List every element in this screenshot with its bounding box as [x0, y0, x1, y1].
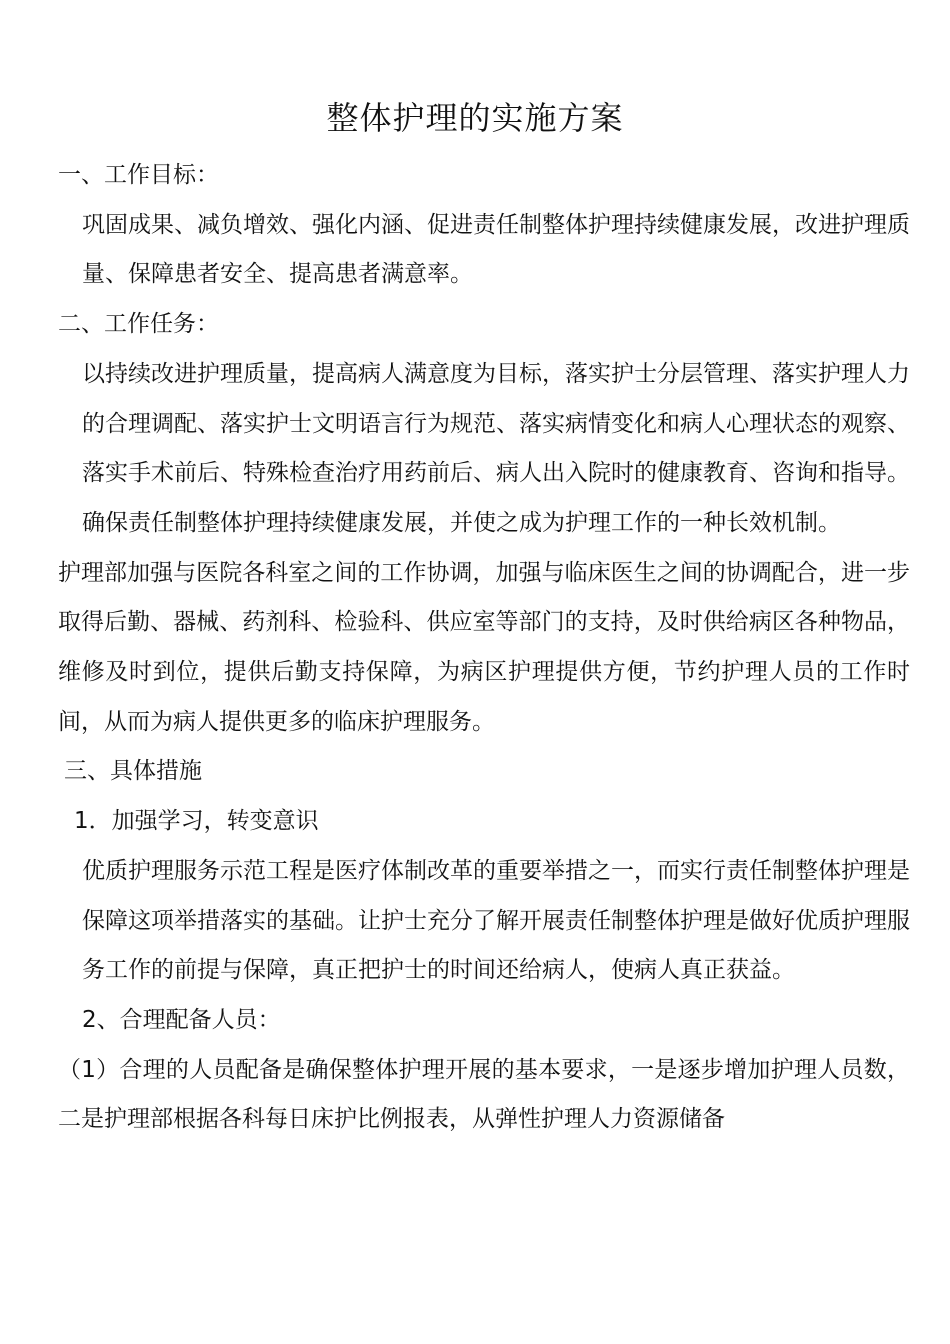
subheading-staffing: 2、合理配备人员：	[82, 1006, 281, 1033]
section-heading-measures: 三、具体措施	[64, 758, 202, 785]
document-body	[58, 151, 910, 1145]
paragraph-tasks: 以持续改进护理质量，提高病人满意度为目标，落实护士分层管理、落实护理人力的合理调配、落实护士文明语言行为规范、落实病情变化和病人心理状态的观察、落实手术前后、特殊检查治疗用药前后、病人出入院时的健康教育、咨询和指导。确保责任制整体护理持续健康发展，并使之成为护理工作的一种长效机制。	[82, 360, 910, 536]
paragraph-learning: 优质护理服务示范工程是医疗体制改革的重要举措之一，而实行责任制整体护理是保障这项举措落实的基础。让护士充分了解开展责任制整体护理是做好优质护理服务工作的前提与保障，真正把护士的时间还给病人，使病人真正获益。	[82, 857, 910, 984]
section-heading-goals: 一、工作目标：	[58, 162, 219, 188]
paragraph-staffing: （1）合理的人员配备是确保整体护理开展的基本要求，一是逐步增加护理人员数，二是护理部根据各科每日床护比例报表，从弹性护理人力资源储备	[58, 1056, 910, 1133]
subheading-learning: 1．加强学习，转变意识	[74, 808, 319, 835]
paragraph-goals: 巩固成果、减负增效、强化内涵、促进责任制整体护理持续健康发展，改进护理质量、保障患者安全、提高患者满意率。	[82, 211, 910, 288]
section-heading-tasks: 二、工作任务：	[58, 311, 219, 338]
document-title: 整体护理的实施方案	[326, 99, 624, 137]
paragraph-coordination: 护理部加强与医院各科室之间的工作协调，加强与临床医生之间的协调配合，进一步取得后勤、器械、药剂科、检验科、供应室等部门的支持，及时供给病区各种物品，维修及时到位，提供后勤支持保障，为病区护理提供方便，节约护理人员的工作时间，从而为病人提供更多的临床护理服务。	[58, 559, 910, 735]
